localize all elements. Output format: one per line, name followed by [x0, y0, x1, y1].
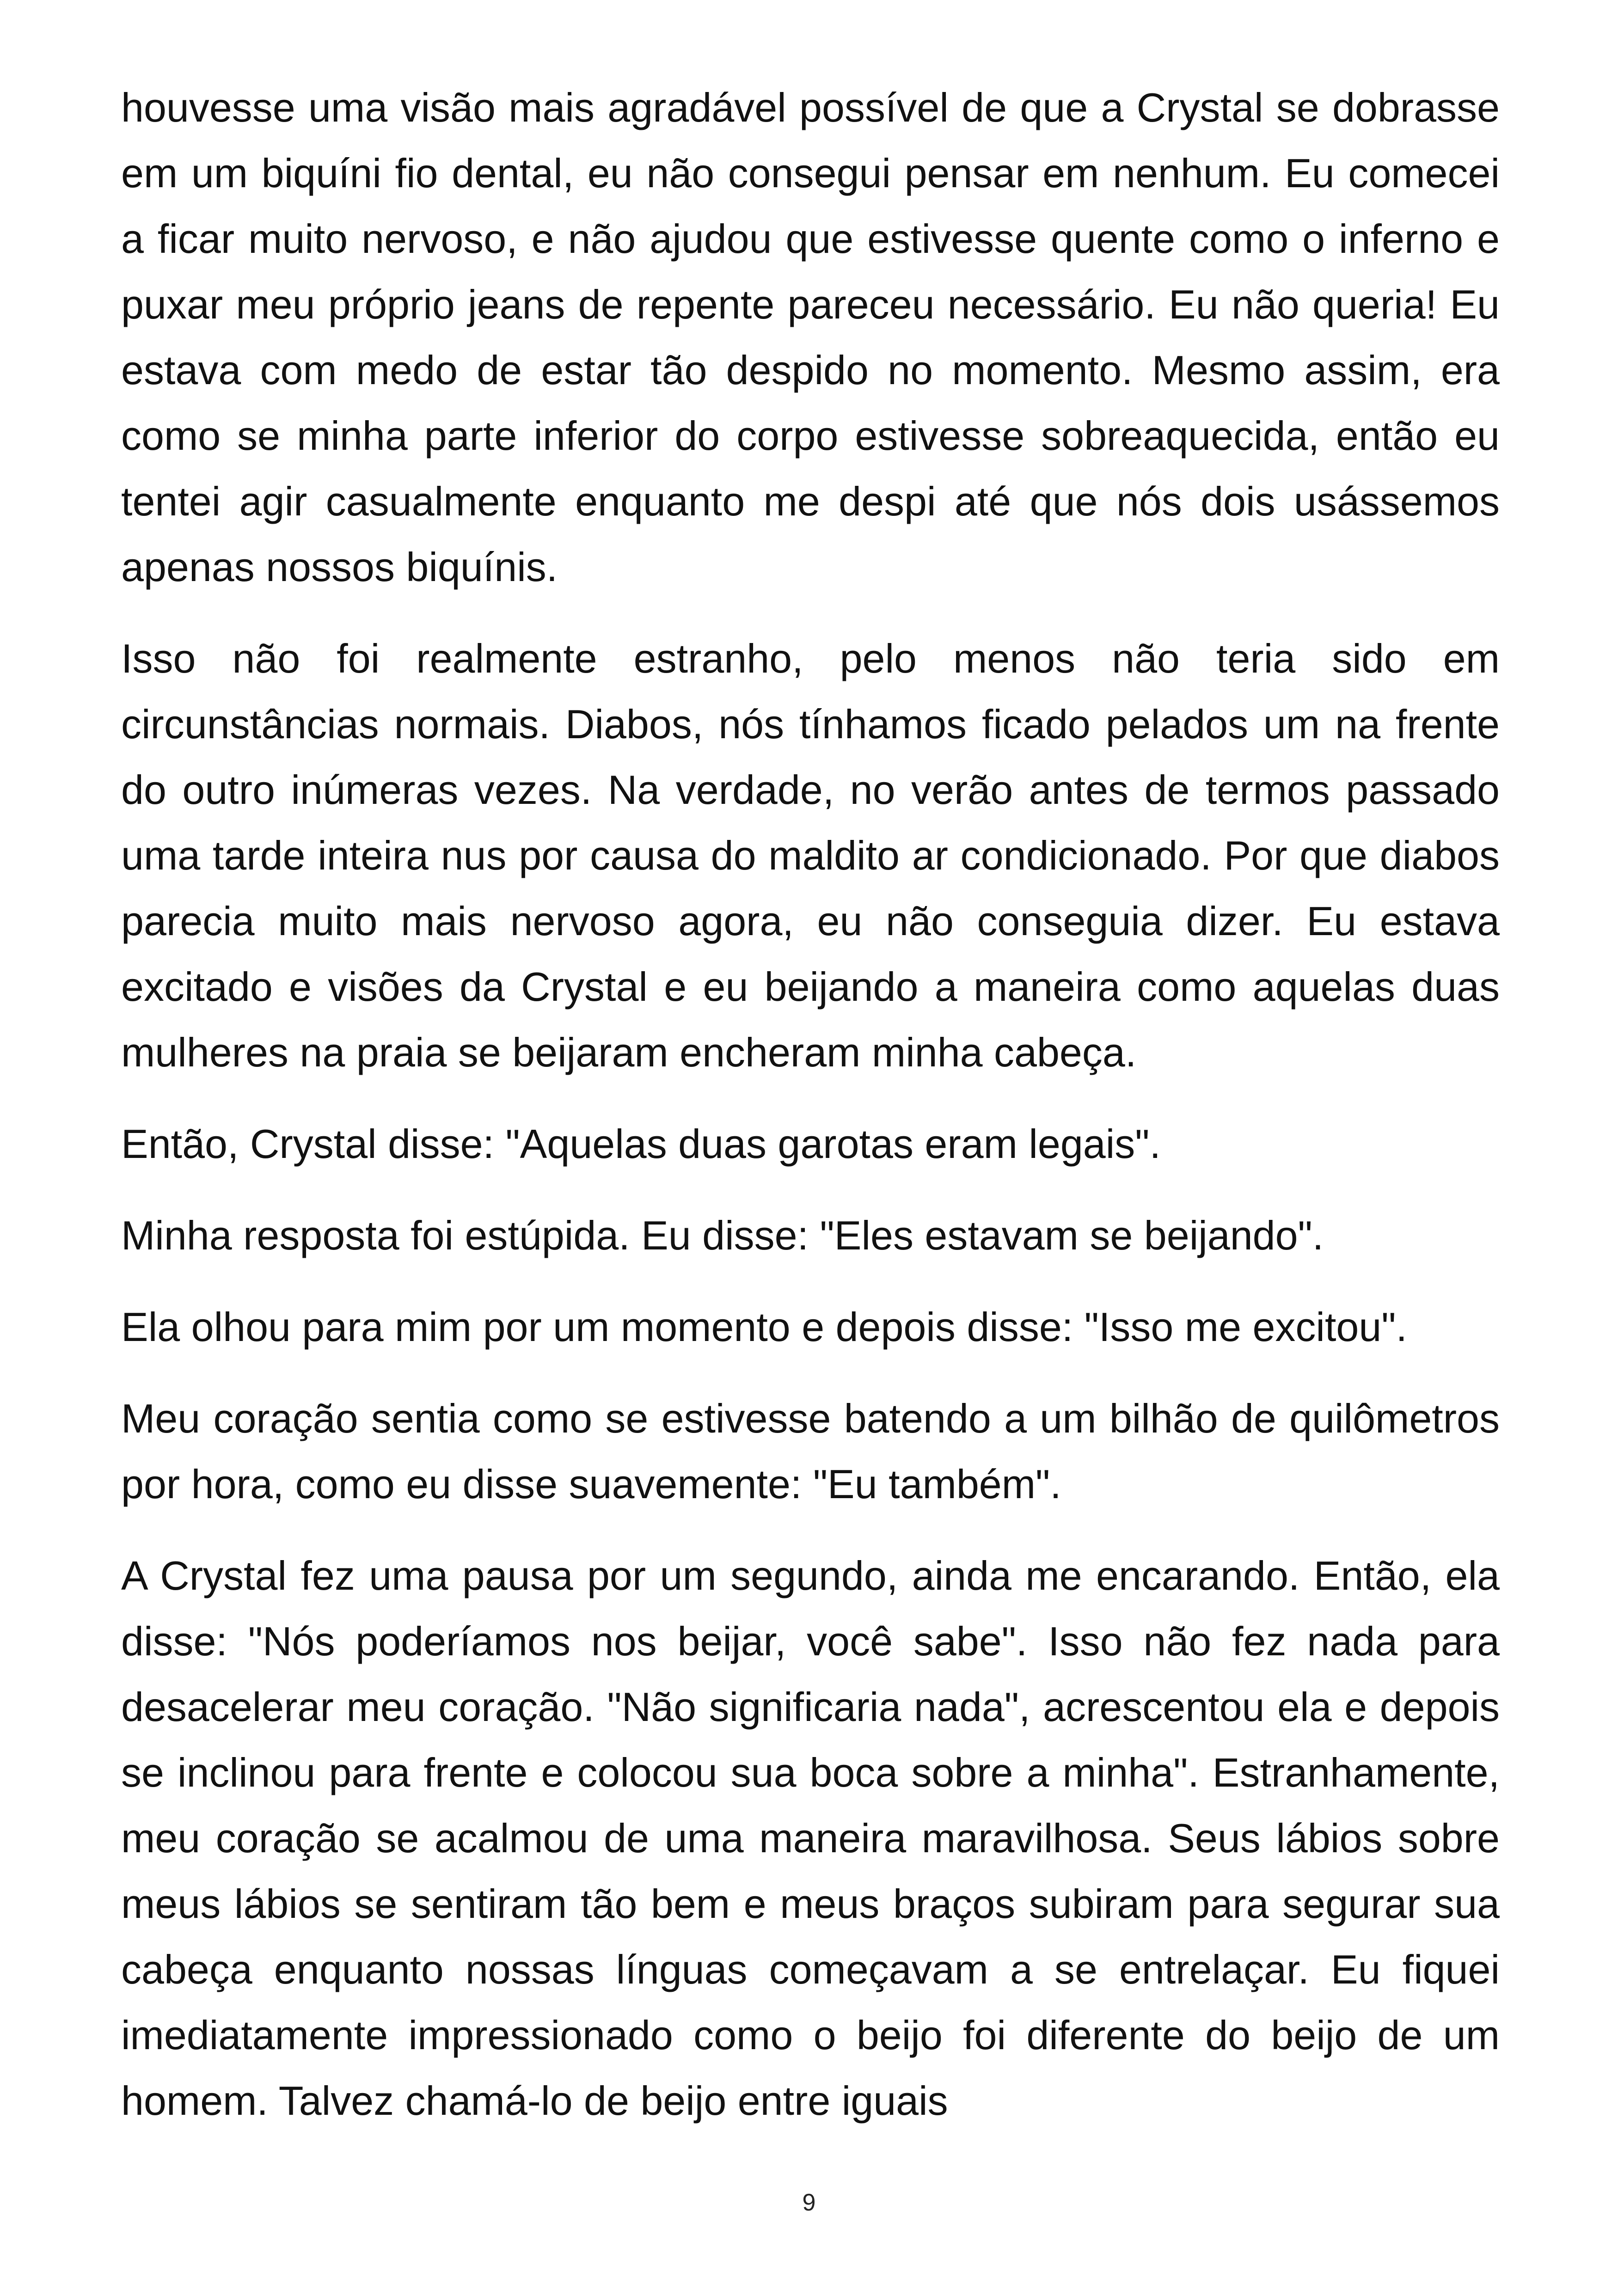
paragraph-5: Ela olhou para mim por um momento e depois disse: "Isso me excitou". — [121, 1304, 1407, 1350]
paragraph-4: Minha resposta foi estúpida. Eu disse: "Eles estavam se beijando". — [121, 1212, 1324, 1258]
paragraph-1: houvesse uma visão mais agradável possível de que a Crystal se dobrasse em um biquíni fio dental, eu não consegui pensar em nenhum. Eu comecei a ficar muito nervoso, e não ajudou que estivesse quente como o inferno e puxar meu próprio jeans de repente pareceu necessário. Eu não queria! Eu estava com medo de estar tão despido no momento. Mesmo assim, era como se minha parte inferior do corpo estivesse sobreaquecida, então eu tentei agir casualmente enquanto me despi até que nós dois usássemos apenas nossos biquínis. — [121, 85, 1500, 590]
page-number: 9 — [802, 2189, 816, 2216]
paragraph-6: Meu coração sentia como se estivesse batendo a um bilhão de quilômetros por hora, como eu disse suavemente: "Eu também". — [121, 1396, 1500, 1507]
paragraph-7: A Crystal fez uma pausa por um segundo, ainda me encarando. Então, ela disse: "Nós poderíamos nos beijar, você sabe". Isso não fez nada para desacelerar meu coração. "Não significaria nada", acrescentou ela e depois se inclinou para frente e colocou sua boca sobre a minha". Estranhamente, meu coração se acalmou de uma maneira maravilhosa. Seus lábios sobre meus lábios se sentiram tão bem e meus braços subiram para segurar sua cabeça enquanto nossas línguas começavam a se entrelaçar. Eu fiquei imediatamente impressionado como o beijo foi diferente do beijo de um homem. Talvez chamá-lo de beijo entre iguais — [121, 1553, 1500, 2124]
body-text — [121, 75, 1500, 2160]
paragraph-3: Então, Crystal disse: "Aquelas duas garotas eram legais". — [121, 1121, 1161, 1167]
paragraph-2: Isso não foi realmente estranho, pelo menos não teria sido em circunstâncias normais. Diabos, nós tínhamos ficado pelados um na frente do outro inúmeras vezes. Na verdade, no verão antes de termos passado uma tarde inteira nus por causa do maldito ar condicionado. Por que diabos parecia muito mais nervoso agora, eu não conseguia dizer. Eu estava excitado e visões da Crystal e eu beijando a maneira como aquelas duas mulheres na praia se beijaram encheram minha cabeça. — [121, 636, 1500, 1075]
